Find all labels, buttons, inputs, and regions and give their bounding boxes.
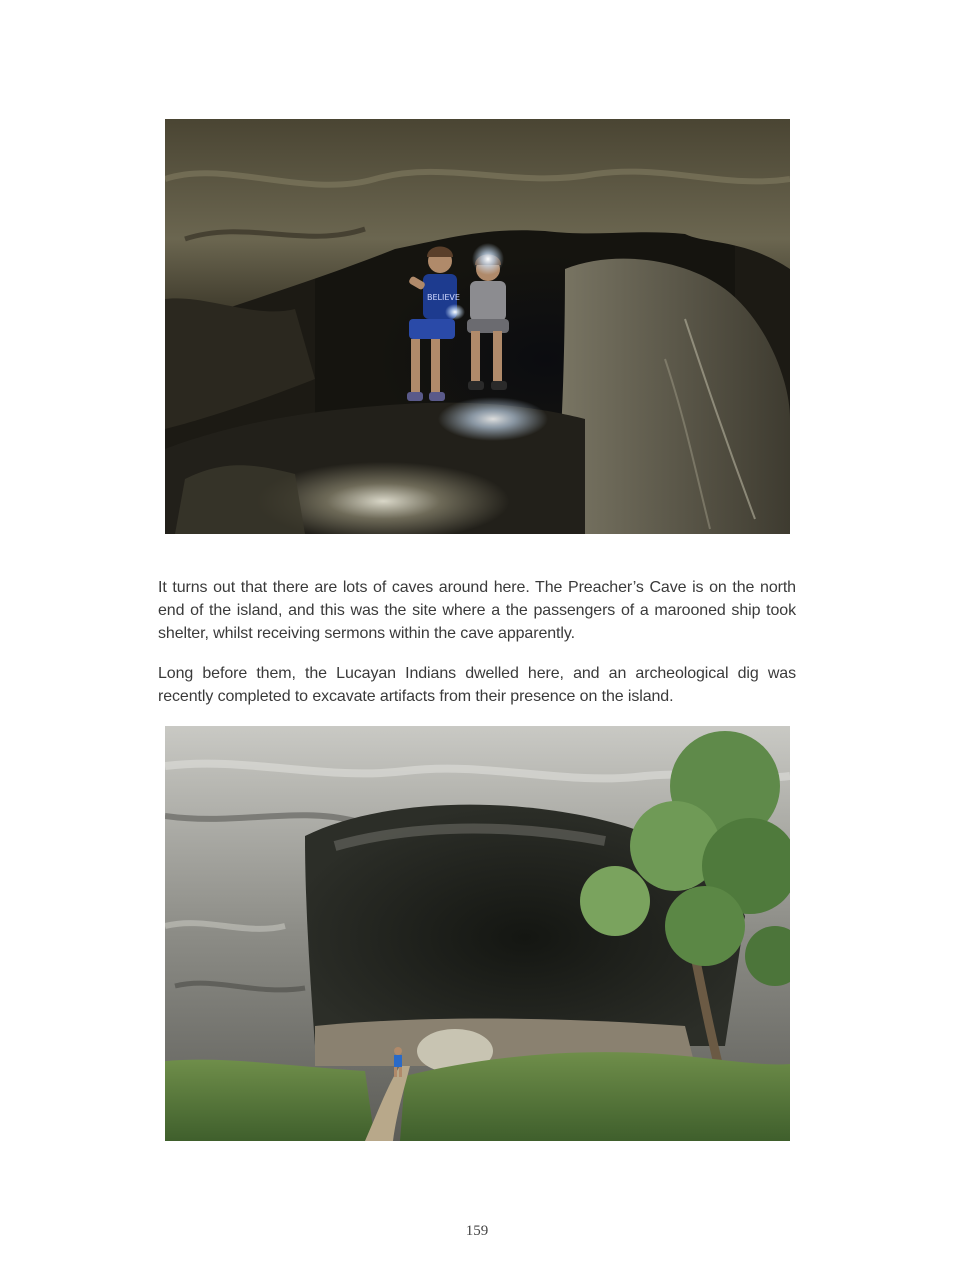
body-paragraph: It turns out that there are lots of caves around here. The Preacher’s Cave is on the north end of the island, and this was the site where a the passengers of a marooned ship took shelter, whilst receiving sermons within the cave apparently. [158, 579, 796, 642]
body-paragraph: Long before them, the Lucayan Indians dwelled here, and an archeological dig was recently completed to excavate artifacts from their presence on the island. [158, 665, 796, 705]
page-number: 159 [465, 1223, 489, 1239]
cave-interior-photo [165, 119, 790, 534]
cave-entrance-photo [165, 726, 790, 1141]
shirt-print-text: BELIEVE [427, 293, 460, 302]
